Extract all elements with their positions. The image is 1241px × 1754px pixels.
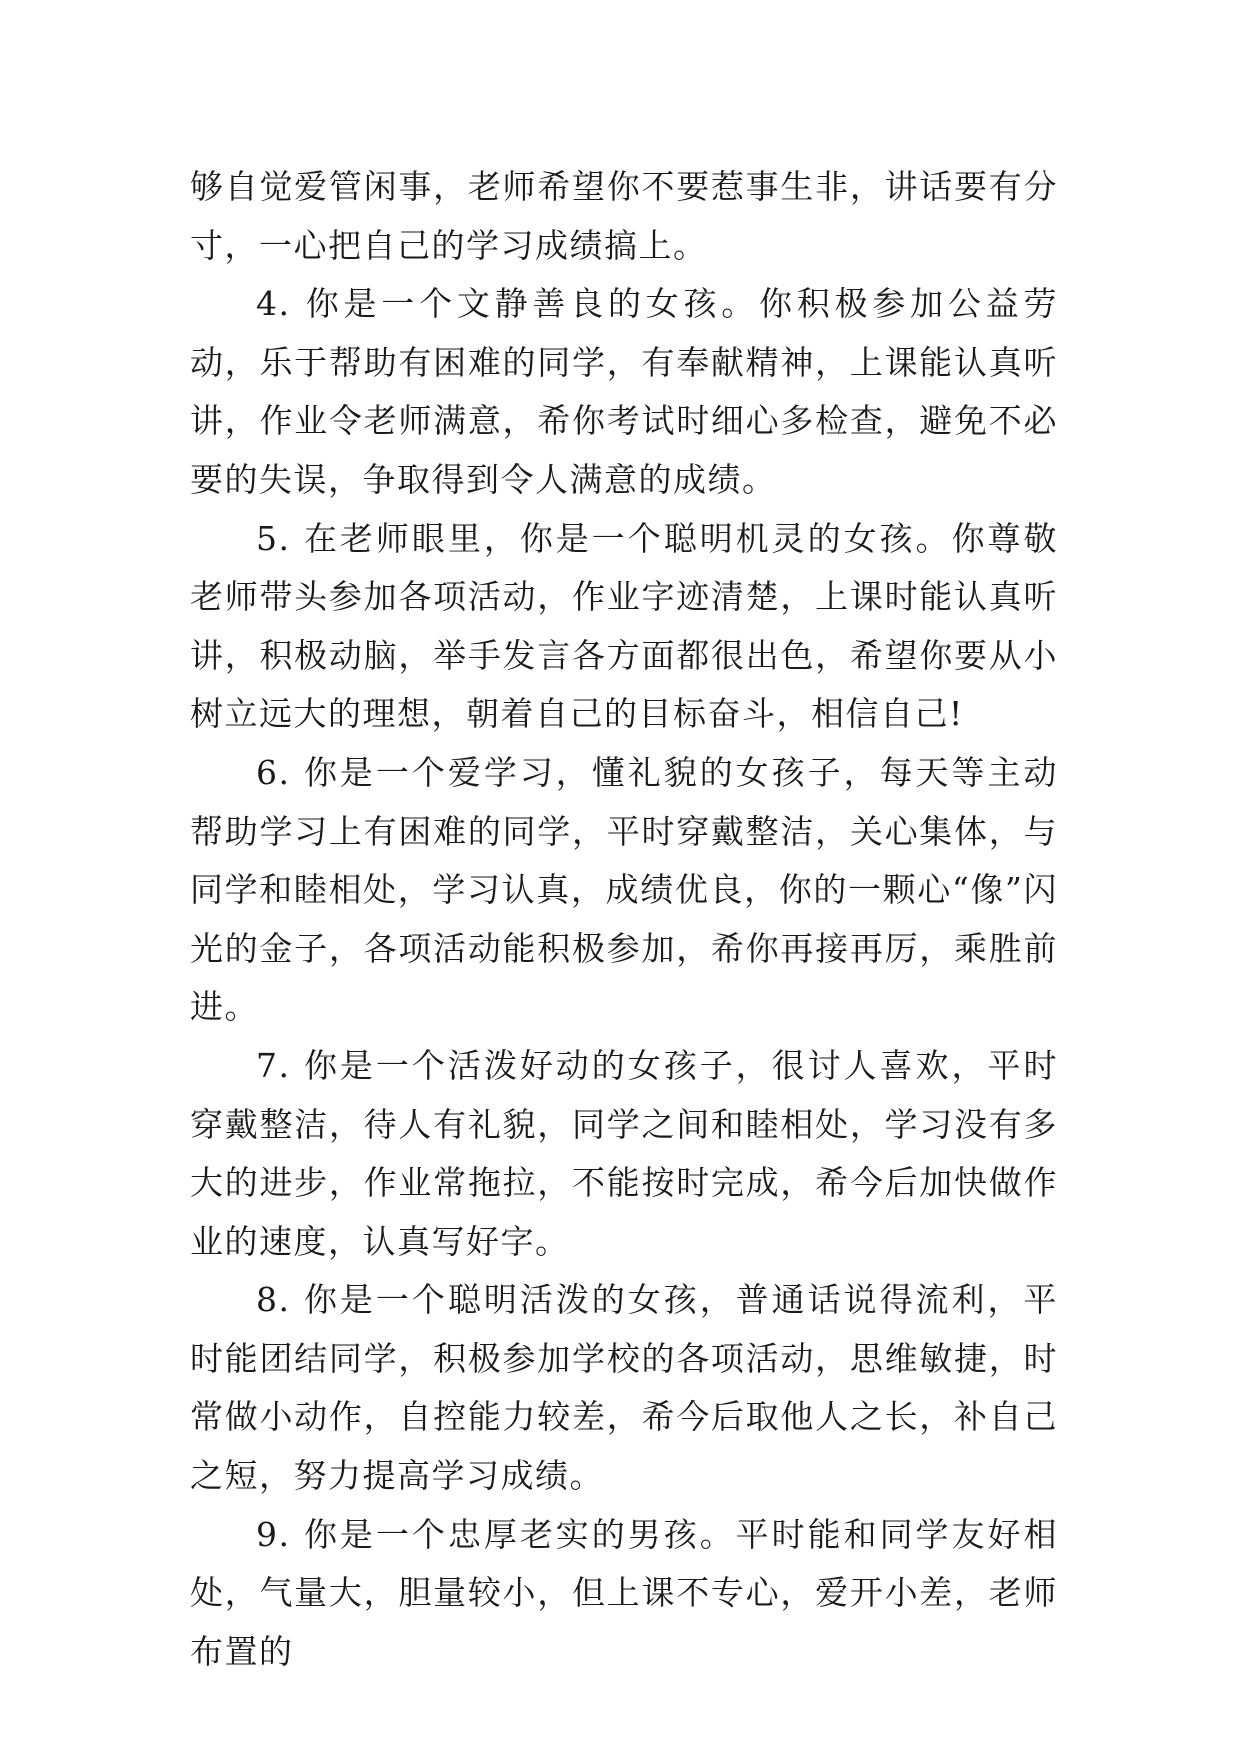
paragraph-continuation: 够自觉爱管闲事，老师希望你不要惹事生非，讲话要有分寸，一心把自己的学习成绩搞上。 [190,167,1058,265]
paragraph-item-9: 9. 你是一个忠厚老实的男孩。平时能和同学友好相处，气量大，胆量较小，但上课不专心，爱开小差，老师布置的 [190,1514,1058,1671]
paragraph-item-8: 8. 你是一个聪明活泼的女孩，普通话说得流利，平时能团结同学，积极参加学校的各项活动，思维敏捷，时常做小动作，自控能力较差，希今后取他人之长，补自己之短，努力提高学习成绩。 [190,1280,1058,1496]
document-body [190,158,1058,1681]
paragraph-item-7: 7. 你是一个活泼好动的女孩子，很讨人喜欢，平时穿戴整洁，待人有礼貌，同学之间和睦相处，学习没有多大的进步，作业常拖拉，不能按时完成，希今后加快做作业的速度，认真写好字。 [190,1045,1058,1261]
paragraph-item-5: 5. 在老师眼里，你是一个聪明机灵的女孩。你尊敬老师带头参加各项活动，作业字迹清楚，上课时能认真听讲，积极动脑，举手发言各方面都很出色，希望你要从小树立远大的理想，朝着自己的目标奋斗，相信自己! [190,518,1058,734]
paragraph-item-4: 4. 你是一个文静善良的女孩。你积极参加公益劳动，乐于帮助有困难的同学，有奉献精神，上课能认真听讲，作业令老师满意，希你考试时细心多检查，避免不必要的失误，争取得到令人满意的成绩。 [190,284,1058,499]
paragraph-item-6: 6. 你是一个爱学习，懂礼貌的女孩子，每天等主动帮助学习上有困难的同学，平时穿戴整洁，关心集体，与同学和睦相处，学习认真，成绩优良，你的一颗心“像”闪光的金子，各项活动能积极参加，希你再接再厉，乘胜前进。 [190,752,1058,1027]
